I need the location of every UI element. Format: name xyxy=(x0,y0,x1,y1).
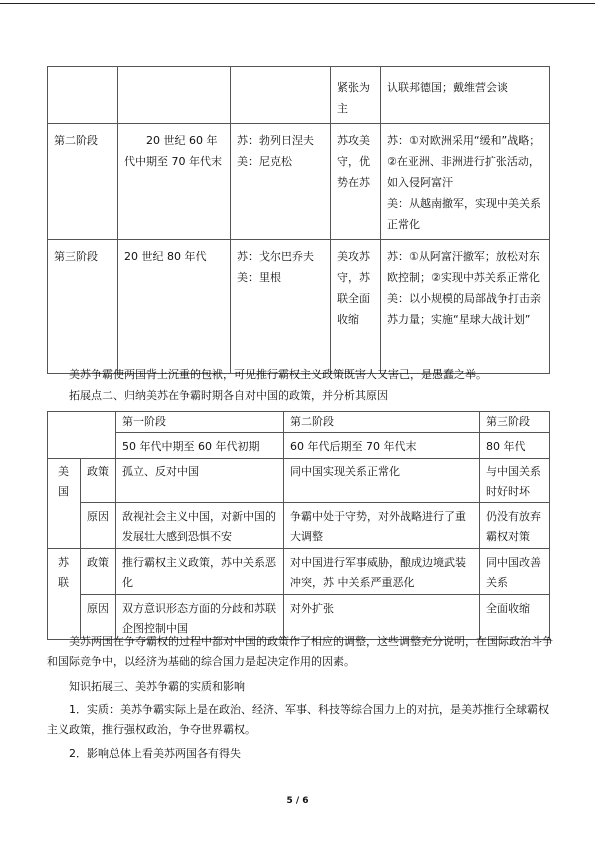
table-cell: 孤立、反对中国 xyxy=(116,459,284,503)
table-cell: 全面收缩 xyxy=(480,595,550,640)
stage-cell: 第三阶段 xyxy=(48,240,118,374)
measures-cell: 认联邦德国；戴维营会谈 xyxy=(381,67,550,124)
table-row xyxy=(48,459,550,503)
table-cell: 推行霸权主义政策，苏中关系恶化 xyxy=(116,549,284,595)
country-label: 美国 xyxy=(58,465,69,498)
page-number: 5 / 6 xyxy=(286,796,309,806)
table-row xyxy=(48,433,550,459)
situation-cell: 美攻苏守，苏联全面收缩 xyxy=(331,240,381,374)
row-label: 政策 xyxy=(81,549,116,595)
column-header: 80 年代 xyxy=(480,433,550,459)
situation-cell: 紧张为主 xyxy=(331,67,381,124)
table-cell: 敌视社会主义中国，对新中国的发展壮大感到恐惧不安 xyxy=(116,503,284,549)
china-policy-table xyxy=(47,411,550,640)
conclusion-paragraph: 美苏两国在争夺霸权的过程中都对中国的政策作了相应的调整，这些调整充分说明，在国际政治斗争和国际竞争中，以经济为基础的综合国力是起决定作用的因素。 xyxy=(47,635,553,668)
table-cell: 对外扩张 xyxy=(284,595,480,640)
column-header: 第三阶段 xyxy=(480,412,550,433)
table-row xyxy=(48,67,550,124)
period-cell: 20 世纪 60 年代中期至 70 年代末 xyxy=(118,124,231,240)
row-group-us xyxy=(48,459,81,549)
table-row xyxy=(48,549,550,595)
table-row xyxy=(48,124,550,240)
table-cell: 对中国进行军事威胁，酿成边境武装冲突，苏 中关系严重恶化 xyxy=(284,549,480,595)
row-label: 原因 xyxy=(81,595,116,640)
leaders-cell: 苏：勃列日涅夫 美：尼克松 xyxy=(231,124,331,240)
table-cell: 双方意识形态方面的分歧和苏联企图控制中国 xyxy=(116,595,284,640)
country-label: 苏联 xyxy=(58,556,69,589)
column-header: 60 年代后期至 70 年代末 xyxy=(284,433,480,459)
row-label: 原因 xyxy=(81,503,116,549)
leaders-cell: 苏：戈尔巴乔夫 美：里根 xyxy=(231,240,331,374)
table-row xyxy=(48,412,550,433)
section-heading: 拓展点二、归纳美苏在争霸时期各自对中国的政策，并分析其原因 xyxy=(69,389,388,402)
row-label: 政策 xyxy=(81,459,116,503)
section-heading: 知识拓展三、美苏争霸的实质和影响 xyxy=(69,680,245,693)
essence-paragraph: 1．实质：美苏争霸实际上是在政治、经济、军事、科技等综合国力上的对抗，是美苏推行全球霸权主义政策，推行强权政治，争夺世界霸权。 xyxy=(47,703,549,736)
leaders-cell xyxy=(231,67,331,124)
column-header: 50 年代中期至 60 年代初期 xyxy=(116,433,284,459)
table-cell: 仍没有放弃霸权对策 xyxy=(480,503,550,549)
column-header: 第一阶段 xyxy=(116,412,284,433)
table-row xyxy=(48,240,550,374)
table-cell: 与中国关系时好时坏 xyxy=(480,459,550,503)
measures-cell: 苏：①对欧洲采用“缓和”战略；②在亚洲、非洲进行扩张活动，如入侵阿富汗 美：从越南撤军，实现中美关系正常化 xyxy=(381,124,550,240)
corner-cell xyxy=(48,412,116,459)
period-cell: 20 世纪 80 年代 xyxy=(118,240,231,374)
stage-cell: 第二阶段 xyxy=(48,124,118,240)
period-cell xyxy=(118,67,231,124)
table-cell: 同中国改善关系 xyxy=(480,549,550,595)
situation-cell: 苏攻美守，优势在苏 xyxy=(331,124,381,240)
table-cell: 争霸中处于守势，对外战略进行了重大调整 xyxy=(284,503,480,549)
row-group-ussr xyxy=(48,549,81,640)
column-header: 第二阶段 xyxy=(284,412,480,433)
table-row xyxy=(48,503,550,549)
summary-paragraph: 美苏争霸使两国背上沉重的包袱，可见推行霸权主义政策既害人又害己，是愚蠢之举。 xyxy=(69,368,487,381)
table-cell: 同中国实现关系正常化 xyxy=(284,459,480,503)
stage-cell xyxy=(48,67,118,124)
impact-paragraph: 2．影响总体上看美苏两国各有得失 xyxy=(69,747,241,760)
stages-table xyxy=(47,66,550,374)
header-rule xyxy=(0,3,595,4)
measures-cell: 苏：①从阿富汗撤军；放松对东欧控制；②实现中苏关系正常化 美：以小规模的局部战争打击亲苏力量；实施“星球大战计划” xyxy=(381,240,550,374)
